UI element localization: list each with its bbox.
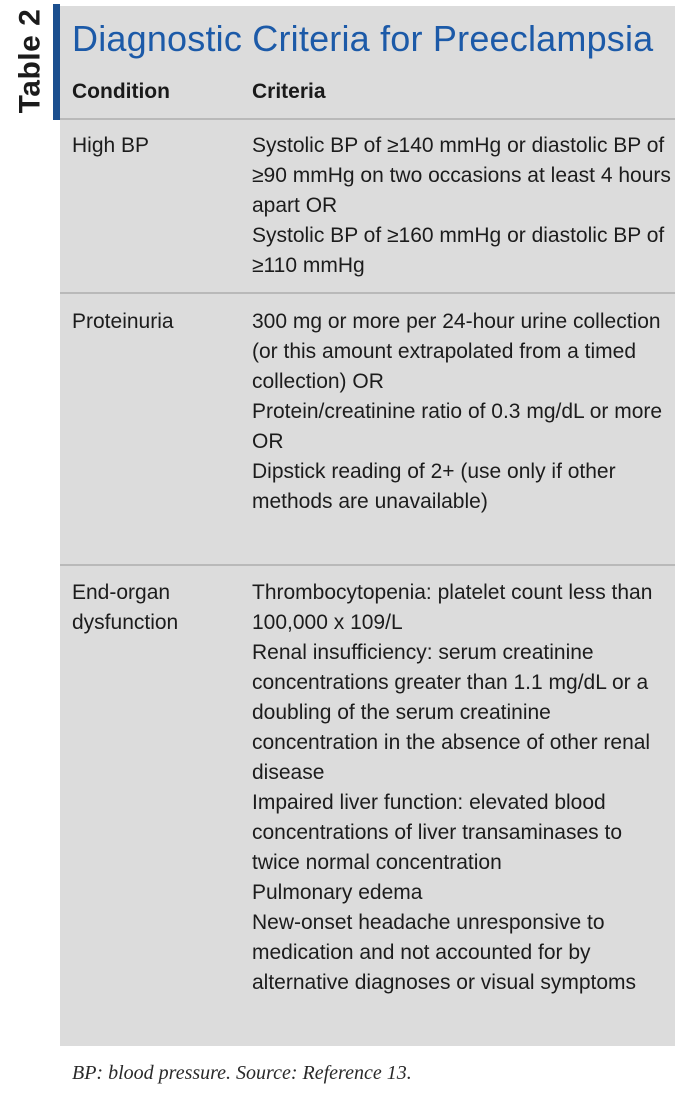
row-divider [60,564,675,566]
table-number-text: Table 2 [13,8,46,114]
table-panel [60,6,675,1046]
criteria-item: Impaired liver function: elevated blood concentrations of liver transaminases to twice normal concentration [252,791,623,874]
criteria-item: Dipstick reading of 2+ (use only if other methods are unavailable) [252,460,616,513]
criteria-item: 300 mg or more per 24-hour urine collection (or this amount extrapolated from a timed collection) OR [252,310,661,393]
criteria-item: Pulmonary edema [252,881,423,904]
criteria-item: Systolic BP of ≥160 mmHg or diastolic BP of ≥110 mmHg [252,224,665,277]
table-header [60,80,675,118]
table-title: Diagnostic Criteria for Preeclampsia [72,18,654,59]
criteria-cell [252,578,672,998]
condition-cell: End-organ dysfunction [72,581,179,634]
header-condition: Condition [72,80,170,103]
accent-bar [53,4,60,120]
criteria-item: New-onset headache unresponsive to medication and not accounted for by alternative diagnoses or visual symptoms [252,911,637,994]
criteria-item: Thrombocytopenia: platelet count less than 100,000 x 109/L [252,581,653,634]
criteria-item: Systolic BP of ≥140 mmHg or diastolic BP of ≥90 mmHg on two occasions at least 4 hours apart OR [252,134,671,217]
criteria-item: Protein/creatinine ratio of 0.3 mg/dL or more OR [252,400,663,453]
header-divider [60,118,675,120]
table-number-label [0,0,60,122]
row-divider [60,292,675,294]
condition-cell: Proteinuria [72,310,174,333]
condition-cell: High BP [72,134,150,157]
table-footnote: BP: blood pressure. Source: Reference 13. [72,1062,412,1084]
criteria-cell [252,131,672,281]
criteria-cell [252,307,672,517]
header-criteria: Criteria [252,80,326,103]
criteria-item: Renal insufficiency: serum creatinine concentrations greater than 1.1 mg/dL or a doubling of the serum creatinine concentration in the absence of other renal disease [252,641,651,784]
